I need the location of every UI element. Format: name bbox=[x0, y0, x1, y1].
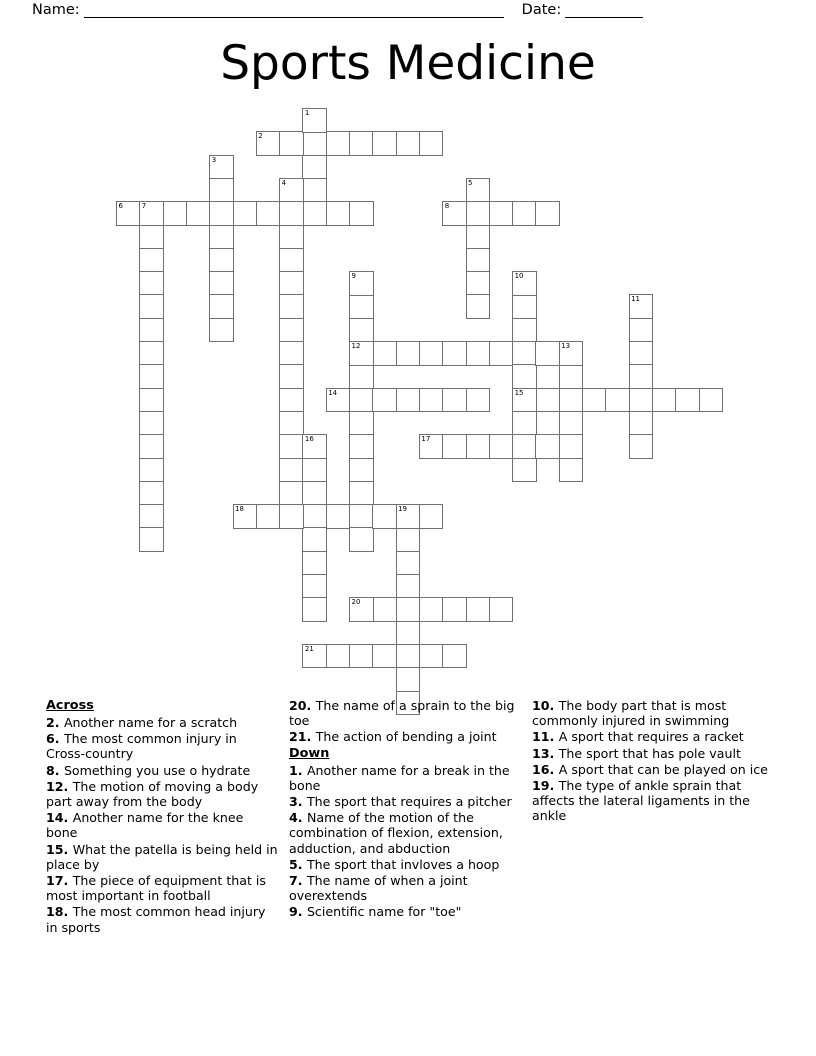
crossword-cell[interactable] bbox=[139, 294, 164, 319]
crossword-cell[interactable] bbox=[139, 271, 164, 296]
crossword-cell[interactable] bbox=[279, 434, 304, 459]
crossword-cell-start-11[interactable] bbox=[629, 294, 654, 319]
clue-item bbox=[532, 729, 768, 744]
crossword-cell[interactable] bbox=[302, 131, 327, 156]
crossword-cell-start-5[interactable] bbox=[466, 178, 491, 203]
crossword-cell[interactable] bbox=[139, 434, 164, 459]
date-label: Date: bbox=[521, 2, 562, 18]
crossword-cell[interactable] bbox=[396, 597, 421, 622]
crossword-cell[interactable] bbox=[302, 574, 327, 599]
crossword-cell-start-10[interactable] bbox=[512, 271, 537, 296]
crossword-cell[interactable] bbox=[419, 504, 444, 529]
crossword-cell[interactable] bbox=[559, 434, 584, 459]
cell-number: 14 bbox=[328, 388, 338, 397]
cell-number: 18 bbox=[235, 505, 244, 514]
cell-number: 8 bbox=[444, 202, 450, 211]
crossword-cell[interactable] bbox=[396, 644, 421, 669]
crossword-cell[interactable] bbox=[279, 364, 304, 389]
cell-number: 19 bbox=[398, 505, 408, 514]
crossword-cell[interactable] bbox=[652, 388, 677, 413]
crossword-cell[interactable] bbox=[396, 667, 421, 692]
crossword-cell[interactable] bbox=[256, 504, 281, 529]
cell-number: 6 bbox=[118, 202, 123, 211]
clue-number: 7. bbox=[289, 873, 307, 889]
crossword-cell-start-3[interactable] bbox=[209, 155, 234, 180]
clue-item bbox=[289, 698, 525, 728]
crossword-cell[interactable] bbox=[209, 318, 234, 343]
crossword-cell[interactable] bbox=[349, 527, 374, 552]
crossword-cell[interactable] bbox=[349, 644, 374, 669]
crossword-cell[interactable] bbox=[302, 504, 327, 529]
clue-number: 12. bbox=[46, 778, 73, 794]
crossword-cell[interactable] bbox=[279, 248, 304, 273]
clue-item bbox=[289, 794, 525, 809]
crossword-cell[interactable] bbox=[302, 178, 327, 203]
crossword-cell[interactable] bbox=[629, 364, 654, 389]
crossword-cell[interactable] bbox=[535, 341, 560, 366]
crossword-cell[interactable] bbox=[629, 434, 654, 459]
crossword-cell[interactable] bbox=[302, 527, 327, 552]
crossword-cell[interactable] bbox=[349, 364, 374, 389]
cell-number: 12 bbox=[351, 342, 361, 350]
crossword-cell[interactable] bbox=[279, 504, 304, 529]
crossword-cell[interactable] bbox=[349, 201, 374, 226]
cell-number: 5 bbox=[468, 178, 473, 187]
clue-number: 17. bbox=[46, 873, 73, 889]
crossword-cell[interactable] bbox=[559, 388, 584, 413]
crossword-cell[interactable] bbox=[349, 504, 374, 529]
clue-item bbox=[289, 763, 525, 793]
crossword-cell[interactable] bbox=[139, 504, 164, 529]
crossword-cell[interactable] bbox=[349, 294, 374, 319]
crossword-cell[interactable] bbox=[139, 364, 164, 389]
crossword-cell[interactable] bbox=[349, 318, 374, 343]
crossword-cell[interactable] bbox=[326, 201, 351, 226]
clue-item bbox=[46, 731, 278, 761]
crossword-cell[interactable] bbox=[302, 597, 327, 622]
crossword-cell-start-7[interactable] bbox=[139, 201, 164, 226]
name-label: Name: bbox=[32, 2, 80, 18]
clue-text: The sport that requires a pitcher bbox=[306, 794, 512, 810]
clue-item bbox=[46, 842, 278, 872]
cell-number: 1 bbox=[304, 109, 310, 117]
crossword-cell[interactable] bbox=[489, 434, 514, 459]
crossword-cell[interactable] bbox=[419, 131, 444, 156]
clue-item bbox=[289, 904, 525, 919]
crossword-cell[interactable] bbox=[326, 504, 351, 529]
crossword-cell[interactable] bbox=[559, 411, 584, 436]
crossword-cell[interactable] bbox=[396, 388, 421, 413]
clue-text: A sport that requires a racket bbox=[558, 729, 744, 745]
clue-number: 21. bbox=[289, 729, 316, 745]
cell-number: 3 bbox=[211, 155, 217, 164]
crossword-cell[interactable] bbox=[442, 597, 467, 622]
clue-text: The name of a sprain to the big toe bbox=[289, 698, 515, 729]
crossword-cell[interactable] bbox=[279, 294, 304, 319]
clue-number: 19. bbox=[532, 778, 559, 794]
cell-number: 11 bbox=[631, 295, 641, 304]
crossword-cell[interactable] bbox=[629, 341, 654, 366]
crossword-cell[interactable] bbox=[326, 644, 351, 669]
crossword-cell[interactable] bbox=[139, 225, 164, 250]
crossword-cell[interactable] bbox=[629, 411, 654, 436]
clue-text: The motion of moving a body part away from the body bbox=[46, 778, 259, 810]
crossword-cell[interactable] bbox=[349, 411, 374, 436]
clue-number: 15. bbox=[46, 841, 73, 857]
crossword-cell[interactable] bbox=[512, 364, 537, 389]
clue-item bbox=[46, 810, 278, 840]
clue-item bbox=[46, 873, 278, 903]
crossword-cell[interactable] bbox=[372, 341, 397, 366]
crossword-cell[interactable] bbox=[442, 434, 467, 459]
crossword-cell[interactable] bbox=[372, 388, 397, 413]
crossword-cell-start-4[interactable] bbox=[279, 178, 304, 203]
cell-number: 21 bbox=[304, 644, 314, 653]
crossword-cell[interactable] bbox=[466, 271, 491, 296]
crossword-cell[interactable] bbox=[349, 388, 374, 413]
crossword-cell[interactable] bbox=[372, 597, 397, 622]
crossword-cell[interactable] bbox=[396, 527, 421, 552]
crossword-cell[interactable] bbox=[466, 294, 491, 319]
crossword-cell[interactable] bbox=[489, 597, 514, 622]
crossword-cell-start-21[interactable] bbox=[302, 644, 327, 669]
crossword-cell[interactable] bbox=[279, 411, 304, 436]
crossword-cell[interactable] bbox=[396, 621, 421, 646]
crossword-cell[interactable] bbox=[442, 388, 467, 413]
crossword-cell[interactable] bbox=[512, 201, 537, 226]
crossword-cell[interactable] bbox=[279, 131, 304, 156]
crossword-cell[interactable] bbox=[396, 341, 421, 366]
crossword-cell[interactable] bbox=[535, 434, 560, 459]
clue-item bbox=[289, 873, 525, 903]
crossword-cell[interactable] bbox=[279, 271, 304, 296]
clue-number: 8. bbox=[46, 762, 64, 778]
clue-item bbox=[46, 779, 278, 809]
crossword-cell[interactable] bbox=[209, 201, 234, 226]
crossword-cell-start-6[interactable] bbox=[116, 201, 141, 226]
crossword-cell[interactable] bbox=[163, 201, 188, 226]
clue-area bbox=[0, 698, 816, 998]
crossword-cell[interactable] bbox=[396, 551, 421, 576]
crossword-cell-start-8[interactable] bbox=[442, 201, 467, 226]
crossword-cell[interactable] bbox=[256, 201, 281, 226]
crossword-cell[interactable] bbox=[512, 318, 537, 343]
clue-text: The action of bending a joint bbox=[315, 729, 497, 745]
clue-item bbox=[46, 904, 278, 934]
across-heading: Across bbox=[46, 698, 94, 713]
page-title: Sports Medicine bbox=[220, 36, 596, 91]
clue-number: 2. bbox=[46, 715, 64, 730]
crossword-cell[interactable] bbox=[442, 341, 467, 366]
crossword-cell[interactable] bbox=[302, 551, 327, 576]
crossword-cell-start-13[interactable] bbox=[559, 341, 584, 366]
clue-text: The body part that is most commonly injured in swimming bbox=[532, 698, 730, 729]
crossword-cell[interactable] bbox=[629, 318, 654, 343]
clue-text: What the patella is being held in place by bbox=[46, 841, 278, 872]
crossword-cell[interactable] bbox=[349, 434, 374, 459]
clue-number: 10. bbox=[532, 698, 559, 713]
crossword-cell[interactable] bbox=[466, 341, 491, 366]
clue-text: Another name for a break in the bone bbox=[289, 762, 510, 793]
crossword-cell[interactable] bbox=[139, 318, 164, 343]
cell-number: 10 bbox=[514, 272, 524, 281]
clue-text: Scientific name for "toe" bbox=[306, 904, 462, 920]
clue-text: Name of the motion of the combination of flexion, extension, adduction, and abduction bbox=[289, 810, 503, 856]
clue-column-1 bbox=[46, 698, 278, 936]
crossword-cell[interactable] bbox=[139, 248, 164, 273]
crossword-cell[interactable] bbox=[209, 248, 234, 273]
crossword-cell[interactable] bbox=[279, 388, 304, 413]
crossword-cell[interactable] bbox=[605, 388, 630, 413]
crossword-cell[interactable] bbox=[419, 644, 444, 669]
crossword-cell[interactable] bbox=[466, 248, 491, 273]
crossword-cell-start-18[interactable] bbox=[233, 504, 258, 529]
crossword-cell[interactable] bbox=[186, 201, 211, 226]
clue-number: 11. bbox=[532, 729, 559, 745]
clue-text: The type of ankle sprain that affects the lateral ligaments in the ankle bbox=[532, 778, 750, 824]
crossword-cell[interactable] bbox=[535, 201, 560, 226]
crossword-cell[interactable] bbox=[489, 341, 514, 366]
clue-column-3 bbox=[532, 698, 768, 825]
crossword-cell[interactable] bbox=[233, 201, 258, 226]
clue-number: 18. bbox=[46, 904, 73, 920]
crossword-cell[interactable] bbox=[699, 388, 724, 413]
cell-number: 9 bbox=[351, 272, 356, 281]
crossword-cell[interactable] bbox=[419, 597, 444, 622]
clue-item bbox=[289, 810, 525, 856]
clue-number: 5. bbox=[289, 856, 307, 872]
clue-item bbox=[46, 715, 278, 730]
crossword-cell[interactable] bbox=[466, 597, 491, 622]
clue-number: 13. bbox=[532, 745, 559, 761]
crossword-cell[interactable] bbox=[512, 434, 537, 459]
clue-text: Another name for a scratch bbox=[63, 715, 238, 730]
crossword-cell[interactable] bbox=[372, 131, 397, 156]
crossword-cell[interactable] bbox=[279, 225, 304, 250]
crossword-cell[interactable] bbox=[582, 388, 607, 413]
clue-number: 20. bbox=[289, 698, 316, 713]
clue-number: 14. bbox=[46, 810, 73, 826]
crossword-cell[interactable] bbox=[349, 481, 374, 506]
crossword-cell[interactable] bbox=[466, 225, 491, 250]
crossword-cell[interactable] bbox=[302, 481, 327, 506]
crossword-cell[interactable] bbox=[396, 574, 421, 599]
crossword-cell[interactable] bbox=[302, 458, 327, 483]
cell-number: 4 bbox=[281, 178, 287, 187]
crossword-cell[interactable] bbox=[396, 131, 421, 156]
crossword-cell-start-15[interactable] bbox=[512, 388, 537, 413]
clue-item bbox=[289, 857, 525, 872]
crossword-cell[interactable] bbox=[209, 225, 234, 250]
crossword-cell[interactable] bbox=[279, 341, 304, 366]
crossword-cell-start-17[interactable] bbox=[419, 434, 444, 459]
clue-item bbox=[532, 698, 768, 728]
crossword-cell[interactable] bbox=[326, 131, 351, 156]
crossword-cell[interactable] bbox=[139, 527, 164, 552]
crossword-cell[interactable] bbox=[209, 178, 234, 203]
crossword-cell[interactable] bbox=[466, 434, 491, 459]
crossword-cell[interactable] bbox=[279, 201, 304, 226]
clue-item bbox=[532, 778, 768, 824]
crossword-cell[interactable] bbox=[489, 201, 514, 226]
crossword-cell[interactable] bbox=[372, 644, 397, 669]
cell-number: 7 bbox=[141, 202, 147, 211]
crossword-cell-start-16[interactable] bbox=[302, 434, 327, 459]
crossword-cell[interactable] bbox=[512, 294, 537, 319]
clue-number: 9. bbox=[289, 904, 307, 920]
cell-number: 20 bbox=[351, 598, 361, 607]
crossword-cell[interactable] bbox=[512, 458, 537, 483]
crossword-cell[interactable] bbox=[372, 504, 397, 529]
clue-text: Another name for the knee bone bbox=[46, 810, 244, 841]
crossword-cell[interactable] bbox=[629, 388, 654, 413]
crossword-cell[interactable] bbox=[466, 388, 491, 413]
crossword-cell[interactable] bbox=[535, 388, 560, 413]
crossword-cell-start-14[interactable] bbox=[326, 388, 351, 413]
crossword-cell[interactable] bbox=[279, 318, 304, 343]
clue-item bbox=[46, 763, 278, 778]
crossword-cell[interactable] bbox=[349, 131, 374, 156]
crossword-cell-start-9[interactable] bbox=[349, 271, 374, 296]
crossword-cell[interactable] bbox=[512, 411, 537, 436]
crossword-cell[interactable] bbox=[139, 458, 164, 483]
crossword-cell[interactable] bbox=[442, 644, 467, 669]
cell-number: 13 bbox=[561, 342, 571, 350]
clue-item bbox=[532, 762, 768, 777]
clue-text: The sport that has pole vault bbox=[558, 745, 741, 761]
clue-column-2 bbox=[289, 698, 525, 921]
crossword-cell[interactable] bbox=[279, 458, 304, 483]
clue-text: A sport that can be played on ice bbox=[558, 761, 768, 777]
crossword-cell-start-12[interactable] bbox=[349, 341, 374, 366]
clue-number: 1. bbox=[289, 762, 307, 778]
clue-text: The piece of equipment that is most important in football bbox=[46, 873, 266, 904]
crossword-cell[interactable] bbox=[349, 458, 374, 483]
cell-number: 15 bbox=[514, 388, 524, 397]
clue-number: 4. bbox=[289, 810, 307, 826]
crossword-cell-start-2[interactable] bbox=[256, 131, 281, 156]
crossword-cell[interactable] bbox=[675, 388, 700, 413]
clue-text: The most common injury in Cross-country bbox=[46, 731, 237, 762]
crossword-cell-start-1[interactable] bbox=[302, 108, 327, 133]
clue-text: The most common head injury in sports bbox=[46, 904, 266, 935]
crossword-cell[interactable] bbox=[139, 411, 164, 436]
clue-number: 3. bbox=[289, 794, 307, 810]
clue-text: Something you use o hydrate bbox=[63, 762, 251, 778]
crossword-cell[interactable] bbox=[419, 341, 444, 366]
crossword-cell[interactable] bbox=[279, 481, 304, 506]
crossword-cell[interactable] bbox=[139, 481, 164, 506]
cell-number: 16 bbox=[304, 435, 314, 444]
clue-number: 16. bbox=[532, 761, 559, 777]
crossword-cell[interactable] bbox=[139, 388, 164, 413]
crossword-cell[interactable] bbox=[419, 388, 444, 413]
clue-item bbox=[532, 746, 768, 761]
crossword-cell[interactable] bbox=[559, 458, 584, 483]
clue-text: The sport that invloves a hoop bbox=[306, 856, 500, 872]
clue-text: The name of when a joint overextends bbox=[289, 873, 468, 904]
crossword-cell[interactable] bbox=[302, 201, 327, 226]
cell-number: 17 bbox=[421, 435, 431, 444]
clue-item bbox=[289, 729, 525, 744]
crossword-cell[interactable] bbox=[302, 155, 327, 180]
crossword-cell[interactable] bbox=[209, 271, 234, 296]
crossword-cell[interactable] bbox=[512, 341, 537, 366]
crossword-cell[interactable] bbox=[559, 364, 584, 389]
crossword-cell-start-20[interactable] bbox=[349, 597, 374, 622]
crossword-cell-start-19[interactable] bbox=[396, 504, 421, 529]
down-heading: Down bbox=[289, 745, 330, 761]
crossword-cell[interactable] bbox=[139, 341, 164, 366]
cell-number: 2 bbox=[258, 132, 263, 141]
clue-number: 6. bbox=[46, 731, 64, 747]
crossword-cell[interactable] bbox=[209, 294, 234, 319]
crossword-cell[interactable] bbox=[466, 201, 491, 226]
